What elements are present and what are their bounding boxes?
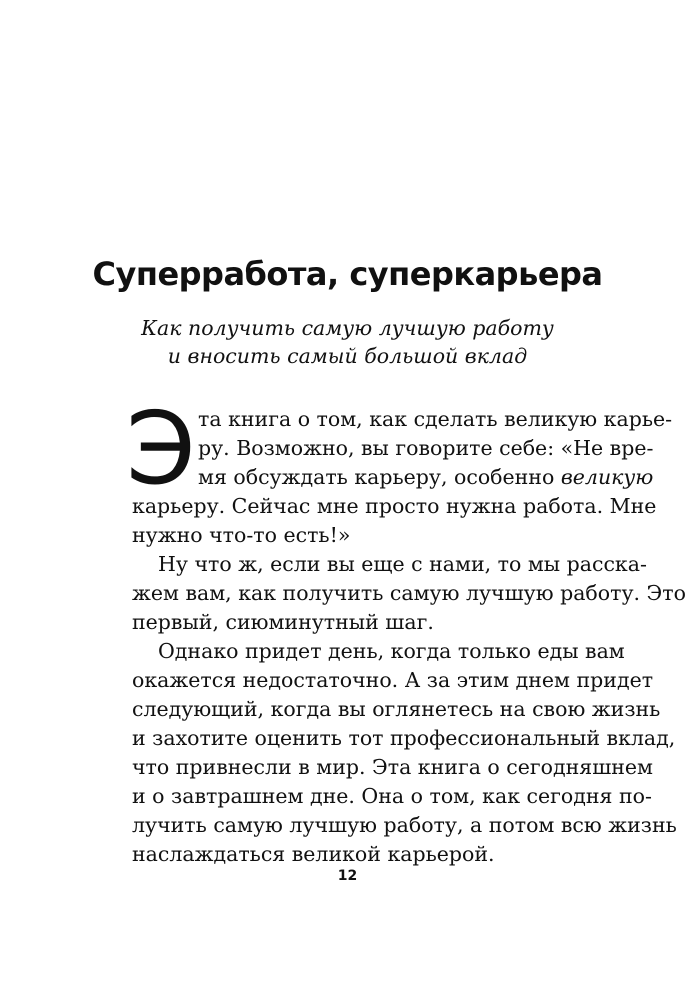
text-line: та книга о том, как сделать великую карье- xyxy=(198,407,673,431)
page-number: 12 xyxy=(337,868,358,884)
drop-cap: Э xyxy=(126,390,196,507)
chapter-title: Суперработа, суперкарьера xyxy=(92,255,603,293)
text-line: следующий, когда вы оглянетесь на свою жизнь xyxy=(132,697,661,721)
paragraph-1 xyxy=(132,405,673,550)
text-line: карьеру. Сейчас мне просто нужна работа. Мне xyxy=(132,494,657,518)
text-line xyxy=(132,463,654,492)
text-line: наслаждаться великой карьерой. xyxy=(132,842,495,866)
text-line: лучить самую лучшую работу, а потом всю жизнь xyxy=(132,813,677,837)
text-line: Ну что ж, если вы еще с нами, то мы расска- xyxy=(158,552,647,576)
text-line: что привнесли в мир. Эта книга о сегодняшнем xyxy=(132,755,653,779)
text-line: и захотите оценить тот профессиональный вклад, xyxy=(132,726,676,750)
body-text xyxy=(126,390,686,869)
paragraph-3 xyxy=(132,637,677,869)
text-line: ру. Возможно, вы говорите себе: «Не вре- xyxy=(198,436,654,460)
text-segment: мя обсуждать карьеру, особенно xyxy=(198,465,561,489)
subtitle-line: Как получить самую лучшую работу xyxy=(141,316,554,340)
text-line: нужно что-то есть!» xyxy=(132,523,351,547)
text-line: и о завтрашнем дне. Она о том, как сегодня по- xyxy=(132,784,652,808)
text-line: первый, сиюминутный шаг. xyxy=(132,610,434,634)
chapter-subtitle xyxy=(0,314,695,370)
text-line: жем вам, как получить самую лучшую работу. Это xyxy=(132,581,686,605)
text-line: Однако придет день, когда только еды вам xyxy=(158,639,625,663)
paragraph-2 xyxy=(132,550,686,637)
subtitle-line: и вносить самый большой вклад xyxy=(167,344,528,368)
text-line: окажется недостаточно. А за этим днем придет xyxy=(132,668,654,692)
emphasis-word: великую xyxy=(560,465,654,489)
